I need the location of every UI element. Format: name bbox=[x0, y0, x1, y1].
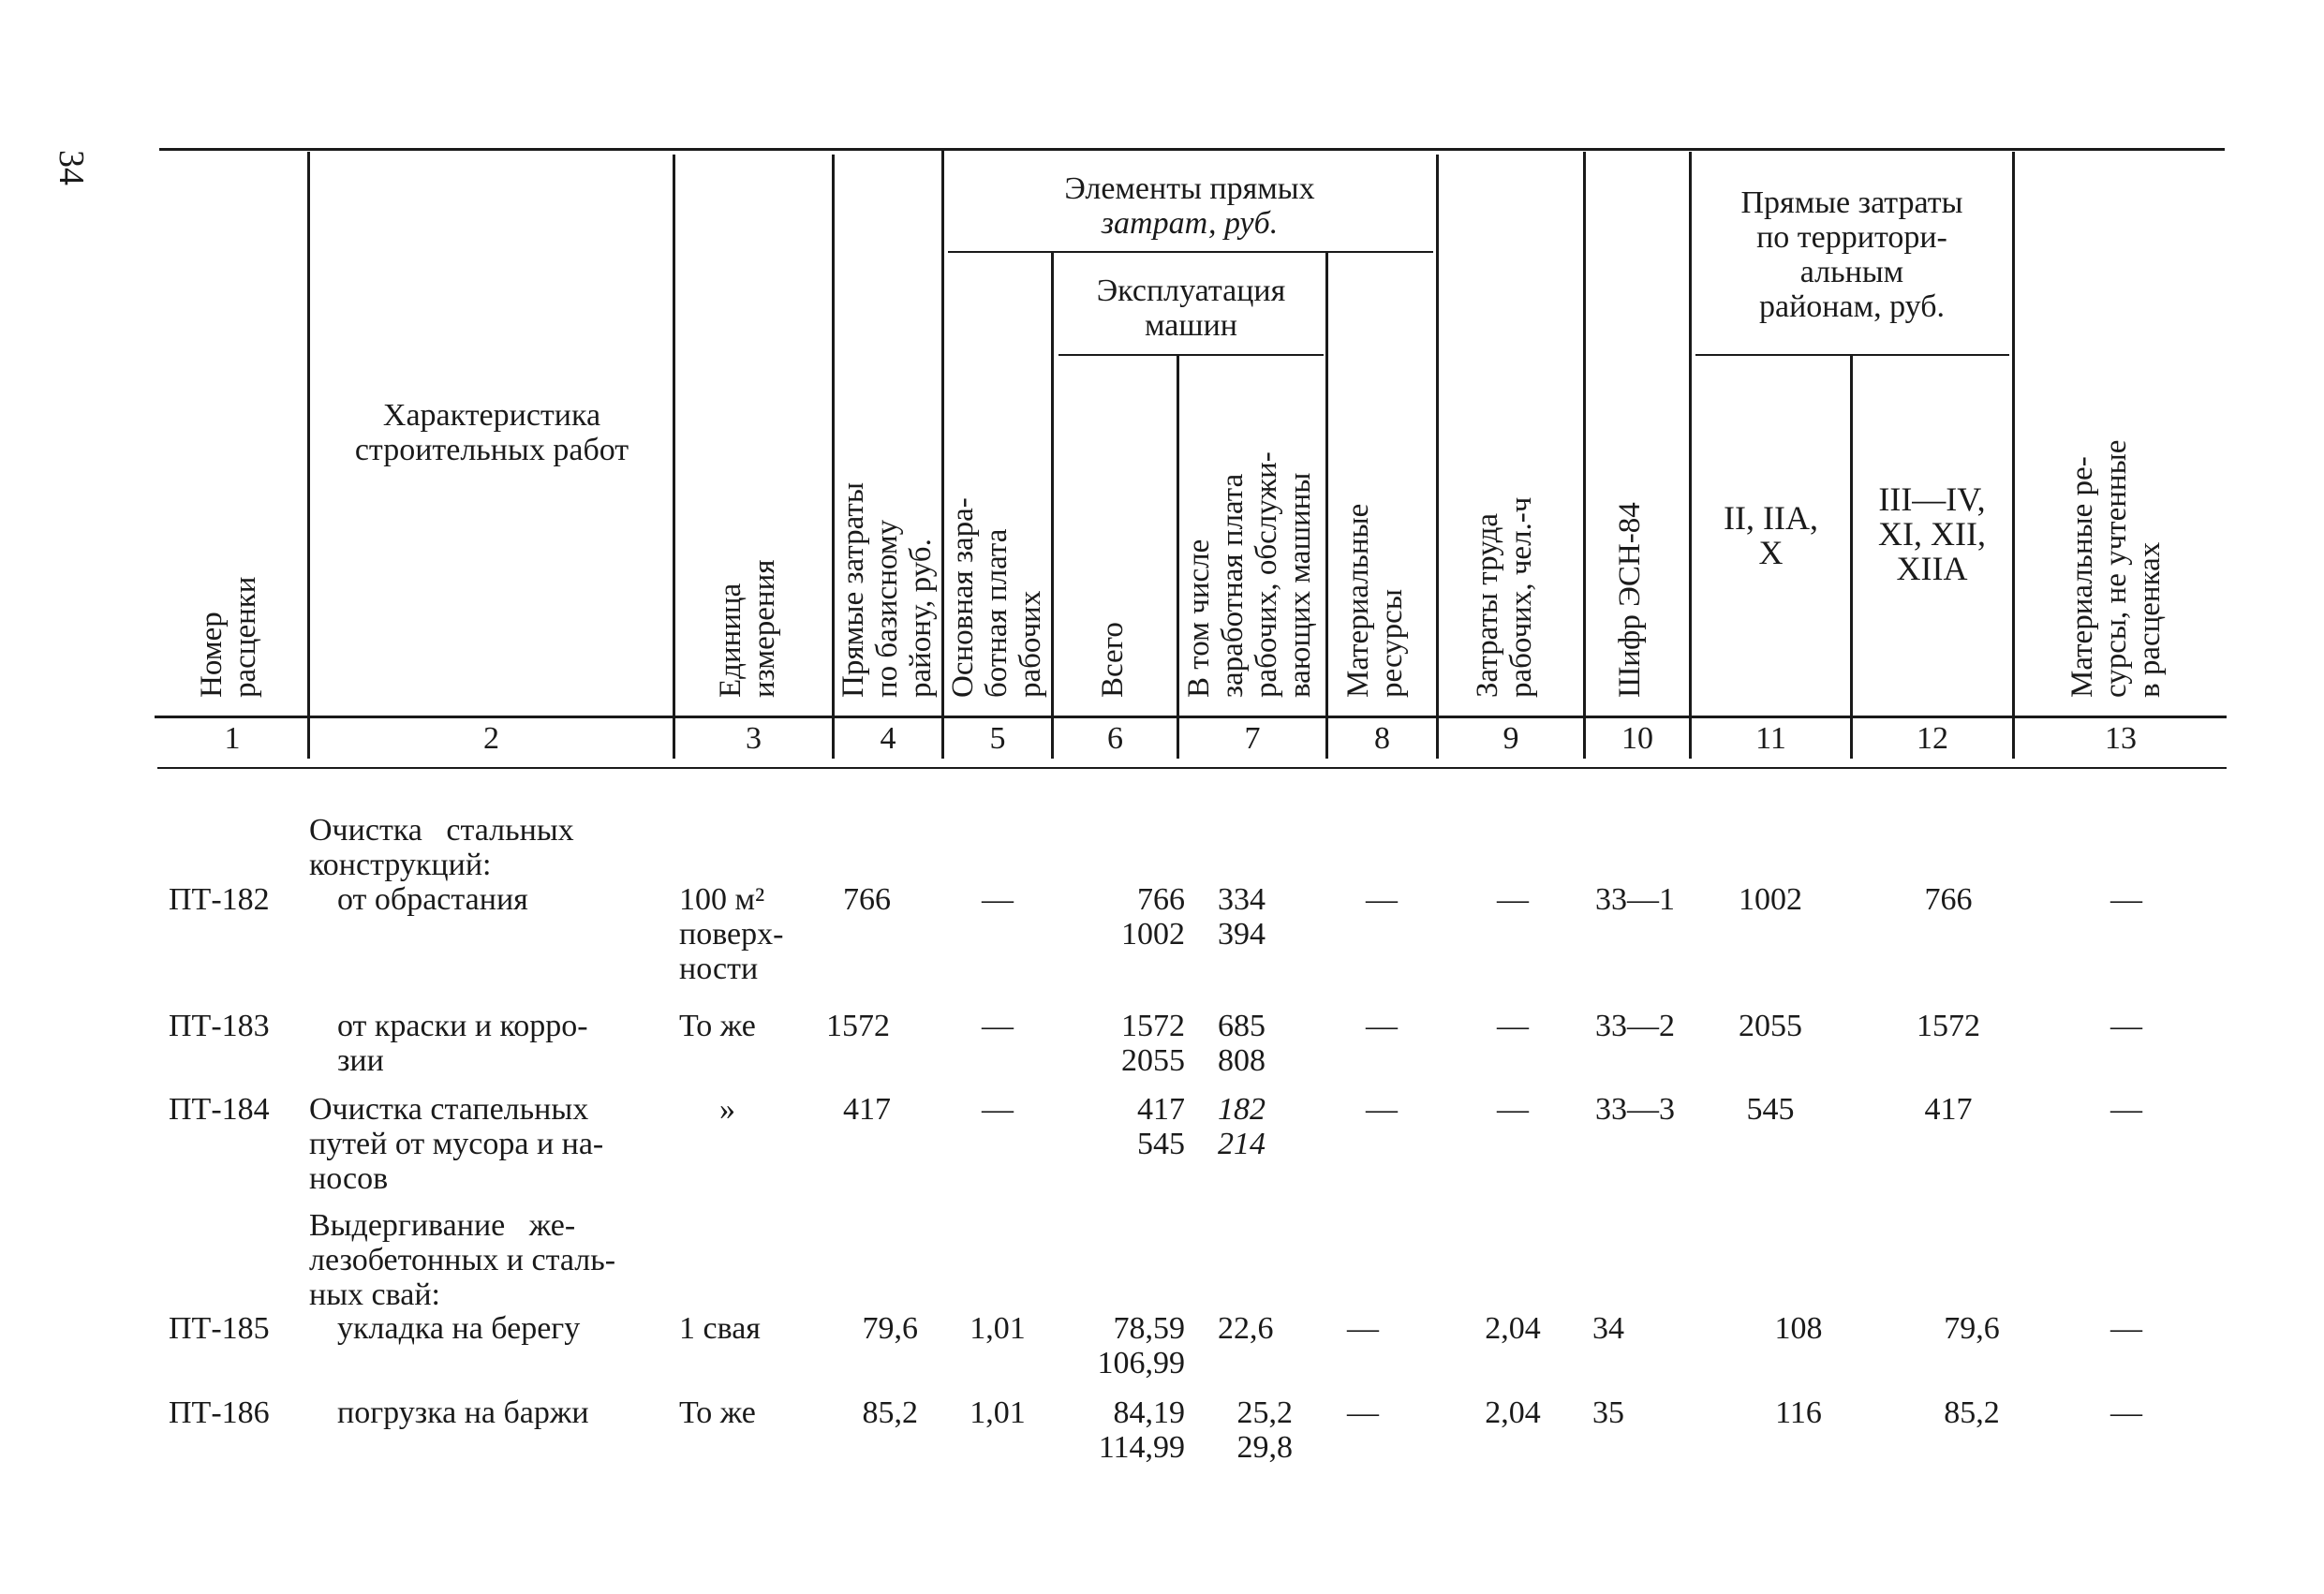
section-heading: Очистка стальных конструкций: bbox=[309, 813, 574, 882]
materials: — bbox=[1347, 1395, 1379, 1430]
col-divider bbox=[307, 152, 310, 759]
base-wage: — bbox=[982, 1009, 1014, 1043]
header-direct-costs: Прямые затраты по базисному району, руб. bbox=[836, 481, 938, 698]
work-description: укладка на берегу bbox=[337, 1311, 581, 1346]
extra-materials: — bbox=[2110, 882, 2142, 917]
column-number: 8 bbox=[1374, 721, 1390, 756]
machines-total: 417 545 bbox=[1137, 1092, 1185, 1161]
column-number: 6 bbox=[1107, 721, 1123, 756]
unit: То же bbox=[679, 1009, 756, 1043]
column-number: 2 bbox=[483, 721, 499, 756]
base-wage: — bbox=[982, 1092, 1014, 1127]
header-region-1: II, IIA, X bbox=[1724, 499, 1818, 571]
header-machines-wage: В том числе заработная плата рабочих, обслужи- вающих машины bbox=[1182, 451, 1317, 698]
col-divider bbox=[1689, 152, 1692, 759]
region-cost-1: 545 bbox=[1746, 1092, 1795, 1127]
header-base-wage: Основная зара- ботная плата рабочих bbox=[946, 497, 1047, 698]
unit: 1 свая bbox=[679, 1311, 761, 1346]
machines-wage: 685 808 bbox=[1218, 1009, 1266, 1078]
labor-cost: — bbox=[1497, 1009, 1529, 1043]
region-cost-1: 1002 bbox=[1739, 882, 1802, 917]
materials: — bbox=[1366, 1009, 1398, 1043]
col-divider bbox=[941, 150, 944, 759]
header-work-description: Характеристика строительных работ bbox=[354, 398, 629, 467]
materials: — bbox=[1366, 882, 1398, 917]
region-cost-2: 417 bbox=[1924, 1092, 1973, 1127]
header-regions-group: Прямые затраты по территори- альным районам, руб. bbox=[1740, 185, 1963, 324]
work-description: погрузка на баржи bbox=[337, 1395, 589, 1430]
column-number: 9 bbox=[1502, 721, 1519, 756]
col-divider bbox=[2012, 152, 2015, 759]
extra-materials: — bbox=[2110, 1311, 2142, 1346]
region-cost-2: 85,2 bbox=[1944, 1395, 2000, 1430]
region-cost-2: 79,6 bbox=[1944, 1311, 2000, 1346]
header-cipher: Шифр ЭСН-84 bbox=[1613, 502, 1647, 698]
region-cost-1: 116 bbox=[1775, 1395, 1822, 1430]
machines-total: 766 1002 bbox=[1121, 882, 1185, 952]
cipher: 33—3 bbox=[1595, 1092, 1675, 1127]
direct-cost: 766 bbox=[843, 882, 891, 917]
region-cost-2: 766 bbox=[1924, 882, 1973, 917]
rate-code: ПТ-183 bbox=[169, 1009, 270, 1043]
rate-code: ПТ-186 bbox=[169, 1395, 270, 1430]
work-description: от обрастания bbox=[337, 882, 528, 917]
machines-total: 84,19 114,99 bbox=[1098, 1395, 1185, 1465]
column-number: 4 bbox=[880, 721, 896, 756]
direct-cost: 417 bbox=[843, 1092, 891, 1127]
col-divider bbox=[1177, 354, 1179, 759]
materials: — bbox=[1366, 1092, 1398, 1127]
cipher: 33—1 bbox=[1595, 882, 1675, 917]
col-divider bbox=[1436, 155, 1439, 759]
extra-materials: — bbox=[2110, 1092, 2142, 1127]
machines-wage: 334 394 bbox=[1218, 882, 1266, 952]
cipher: 34 bbox=[1592, 1311, 1624, 1346]
header-machines-group: Эксплуатация машин bbox=[1096, 273, 1286, 343]
column-number: 10 bbox=[1621, 721, 1653, 756]
unit: » bbox=[719, 1092, 735, 1127]
header-rate-number: Номер расценки bbox=[195, 576, 262, 698]
header-bottom-rule bbox=[155, 716, 2227, 718]
labor-cost: — bbox=[1497, 882, 1529, 917]
region-cost-1: 2055 bbox=[1739, 1009, 1802, 1043]
work-description: Очистка стапельных путей от мусора и на- носов bbox=[309, 1092, 604, 1196]
work-description: от краски и корро- зии bbox=[337, 1009, 588, 1078]
header-materials: Материальные ресурсы bbox=[1341, 503, 1409, 698]
extra-materials: — bbox=[2110, 1395, 2142, 1430]
rate-code: ПТ-185 bbox=[169, 1311, 270, 1346]
extra-materials: — bbox=[2110, 1009, 2142, 1043]
base-wage: 1,01 bbox=[970, 1395, 1026, 1430]
rate-code: ПТ-184 bbox=[169, 1092, 270, 1127]
page-number: 34 bbox=[52, 150, 91, 185]
labor-cost: 2,04 bbox=[1485, 1311, 1541, 1346]
header-elements-group bbox=[946, 171, 1433, 241]
cipher: 35 bbox=[1592, 1395, 1624, 1430]
unit: 100 м² поверх- ности bbox=[679, 882, 784, 986]
col-divider bbox=[1583, 152, 1586, 759]
header-region-2: III—IV, XI, XII, XIIA bbox=[1878, 480, 1986, 587]
rate-code: ПТ-182 bbox=[169, 882, 270, 917]
unit: То же bbox=[679, 1395, 756, 1430]
column-number: 12 bbox=[1917, 721, 1948, 756]
column-number: 7 bbox=[1244, 721, 1261, 756]
base-wage: 1,01 bbox=[970, 1311, 1026, 1346]
elements-group-rule bbox=[948, 251, 1433, 253]
col-divider bbox=[1325, 251, 1328, 759]
header-elements-line2: затрат, руб. bbox=[1101, 206, 1279, 241]
colnum-bottom-rule bbox=[157, 767, 2227, 769]
column-number: 13 bbox=[2105, 721, 2137, 756]
header-top-rule bbox=[159, 148, 2225, 151]
labor-cost: — bbox=[1497, 1092, 1529, 1127]
direct-cost: 1572 bbox=[826, 1009, 890, 1043]
header-machines-total: Всего bbox=[1096, 622, 1130, 698]
machines-total: 1572 2055 bbox=[1121, 1009, 1185, 1078]
machines-wage: 22,6 bbox=[1218, 1311, 1274, 1346]
materials: — bbox=[1347, 1311, 1379, 1346]
column-number: 5 bbox=[989, 721, 1006, 756]
cipher: 33—2 bbox=[1595, 1009, 1675, 1043]
region-cost-2: 1572 bbox=[1917, 1009, 1980, 1043]
col-divider bbox=[1051, 251, 1054, 759]
header-extra-materials: Материальные ре- сурсы, не учтенные в расценках bbox=[2065, 439, 2167, 698]
column-number: 3 bbox=[746, 721, 762, 756]
header-elements-line1: Элементы прямых bbox=[1064, 171, 1315, 206]
base-wage: — bbox=[982, 882, 1014, 917]
section-heading: Выдергивание же- лезобетонных и сталь- ных свай: bbox=[309, 1208, 616, 1312]
header-unit: Единица измерения bbox=[714, 559, 781, 698]
machines-wage: 182 214 bbox=[1218, 1092, 1266, 1161]
column-number: 1 bbox=[224, 721, 241, 756]
col-divider bbox=[832, 155, 835, 759]
column-number: 11 bbox=[1755, 721, 1786, 756]
labor-cost: 2,04 bbox=[1485, 1395, 1541, 1430]
region-cost-1: 108 bbox=[1774, 1311, 1823, 1346]
direct-cost: 85,2 bbox=[862, 1395, 918, 1430]
direct-cost: 79,6 bbox=[862, 1311, 918, 1346]
machines-wage: 25,2 29,8 bbox=[1236, 1395, 1293, 1465]
machines-group-rule bbox=[1058, 354, 1324, 356]
col-divider bbox=[673, 155, 675, 759]
machines-total: 78,59 106,99 bbox=[1097, 1311, 1185, 1380]
col-divider bbox=[1850, 354, 1853, 759]
header-labor: Затраты труда рабочих, чел.-ч bbox=[1471, 496, 1538, 698]
